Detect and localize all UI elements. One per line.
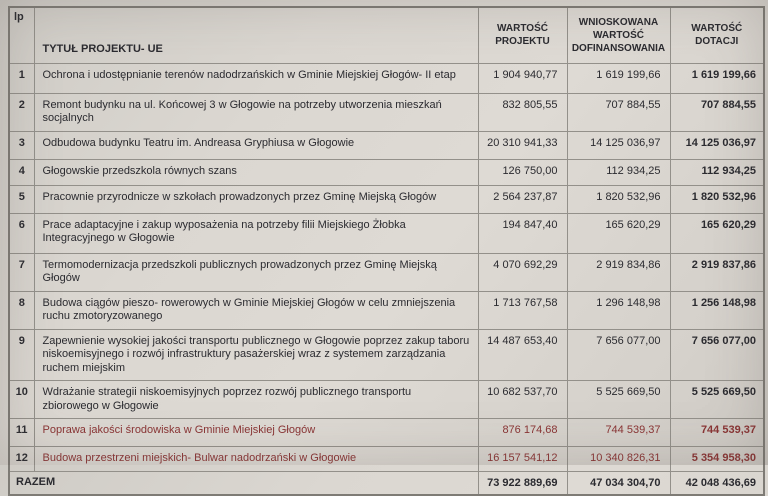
total-project-value: 73 922 889,69 [478, 471, 567, 495]
table-row [9, 185, 764, 213]
header-requested-value: WNIOSKOWANA WARTOŚĆ DOFINANSOWANIA [567, 7, 670, 63]
header-lp: lp [9, 7, 34, 63]
header-project-value: WARTOŚĆ PROJEKTU [478, 7, 567, 63]
project-title-cell: Remont budynku na ul. Końcowej 3 w Głogowie na potrzeby utworzenia mieszkań socjalnych [34, 93, 478, 131]
row-number-cell: 3 [9, 131, 34, 159]
projects-funding-table [8, 6, 765, 496]
grant-value-cell: 1 619 199,66 [670, 63, 764, 93]
project-title-cell: Odbudowa budynku Teatru im. Andreasa Gryphiusa w Głogowie [34, 131, 478, 159]
header-project-title: TYTUŁ PROJEKTU- UE [34, 7, 478, 63]
project-title-cell: Ochrona i udostępnianie terenów nadodrzańskich w Gminie Miejskiej Głogów- II etap [34, 63, 478, 93]
project-value-cell: 2 564 237,87 [478, 185, 567, 213]
grant-value-cell: 744 539,37 [670, 419, 764, 447]
grant-value-cell: 7 656 077,00 [670, 329, 764, 381]
total-label: RAZEM [9, 471, 478, 495]
table-row [9, 447, 764, 472]
table-row [9, 93, 764, 131]
project-value-cell: 10 682 537,70 [478, 381, 567, 419]
table-row [9, 131, 764, 159]
row-number-cell: 9 [9, 329, 34, 381]
grant-value-cell: 1 256 148,98 [670, 291, 764, 329]
project-title-cell: Głogowskie przedszkola równych szans [34, 159, 478, 185]
project-value-cell: 20 310 941,33 [478, 131, 567, 159]
project-value-cell: 14 487 653,40 [478, 329, 567, 381]
grant-value-cell: 707 884,55 [670, 93, 764, 131]
project-title-cell: Pracownie przyrodnicze w szkołach prowadzonych przez Gminę Miejską Głogów [34, 185, 478, 213]
project-title-cell: Prace adaptacyjne i zakup wyposażenia na potrzeby filii Miejskiego Żłobka Integracyjnego w Głogowie [34, 213, 478, 253]
table-row [9, 329, 764, 381]
row-number-cell: 2 [9, 93, 34, 131]
total-requested-value: 47 034 304,70 [567, 471, 670, 495]
table-row [9, 253, 764, 291]
table-row [9, 381, 764, 419]
requested-value-cell: 744 539,37 [567, 419, 670, 447]
project-title-cell: Budowa ciągów pieszo- rowerowych w Gminie Miejskiej Głogów w celu zmniejszenia ruchu zmotoryzowanego [34, 291, 478, 329]
row-number-cell: 5 [9, 185, 34, 213]
grant-value-cell: 1 820 532,96 [670, 185, 764, 213]
requested-value-cell: 1 296 148,98 [567, 291, 670, 329]
requested-value-cell: 14 125 036,97 [567, 131, 670, 159]
project-title-cell: Poprawa jakości środowiska w Gminie Miejskiej Głogów [34, 419, 478, 447]
project-value-cell: 4 070 692,29 [478, 253, 567, 291]
project-value-cell: 1 904 940,77 [478, 63, 567, 93]
project-value-cell: 1 713 767,58 [478, 291, 567, 329]
grant-value-cell: 5 354 958,30 [670, 447, 764, 472]
grant-value-cell: 14 125 036,97 [670, 131, 764, 159]
header-grant-value: WARTOŚĆ DOTACJI [670, 7, 764, 63]
total-grant-value: 42 048 436,69 [670, 471, 764, 495]
project-value-cell: 876 174,68 [478, 419, 567, 447]
row-number-cell: 6 [9, 213, 34, 253]
requested-value-cell: 10 340 826,31 [567, 447, 670, 472]
project-title-cell: Wdrażanie strategii niskoemisyjnych poprzez rozwój publicznego transportu zbiorowego w Głogowie [34, 381, 478, 419]
grant-value-cell: 5 525 669,50 [670, 381, 764, 419]
row-number-cell: 11 [9, 419, 34, 447]
requested-value-cell: 165 620,29 [567, 213, 670, 253]
project-value-cell: 16 157 541,12 [478, 447, 567, 472]
requested-value-cell: 1 619 199,66 [567, 63, 670, 93]
table-row [9, 63, 764, 93]
row-number-cell: 4 [9, 159, 34, 185]
total-row [9, 471, 764, 495]
row-number-cell: 8 [9, 291, 34, 329]
project-value-cell: 126 750,00 [478, 159, 567, 185]
project-title-cell: Budowa przestrzeni miejskich- Bulwar nadodrzański w Głogowie [34, 447, 478, 472]
grant-value-cell: 165 620,29 [670, 213, 764, 253]
requested-value-cell: 1 820 532,96 [567, 185, 670, 213]
row-number-cell: 10 [9, 381, 34, 419]
project-value-cell: 194 847,40 [478, 213, 567, 253]
row-number-cell: 7 [9, 253, 34, 291]
requested-value-cell: 112 934,25 [567, 159, 670, 185]
table-row [9, 291, 764, 329]
grant-value-cell: 112 934,25 [670, 159, 764, 185]
row-number-cell: 12 [9, 447, 34, 472]
project-title-cell: Zapewnienie wysokiej jakości transportu publicznego w Głogowie poprzez zakup taboru niskoemisyjnego i rozwój infrastruktury pasażerskiej wraz z systemem zarządzania ruchem miejskim [34, 329, 478, 381]
row-number-cell: 1 [9, 63, 34, 93]
requested-value-cell: 2 919 834,86 [567, 253, 670, 291]
requested-value-cell: 707 884,55 [567, 93, 670, 131]
project-value-cell: 832 805,55 [478, 93, 567, 131]
project-title-cell: Termomodernizacja przedszkoli publicznych prowadzonych przez Gminę Miejską Głogów [34, 253, 478, 291]
table-header-row [9, 7, 764, 63]
requested-value-cell: 7 656 077,00 [567, 329, 670, 381]
table-row [9, 213, 764, 253]
table-row [9, 419, 764, 447]
table-row [9, 159, 764, 185]
requested-value-cell: 5 525 669,50 [567, 381, 670, 419]
grant-value-cell: 2 919 837,86 [670, 253, 764, 291]
